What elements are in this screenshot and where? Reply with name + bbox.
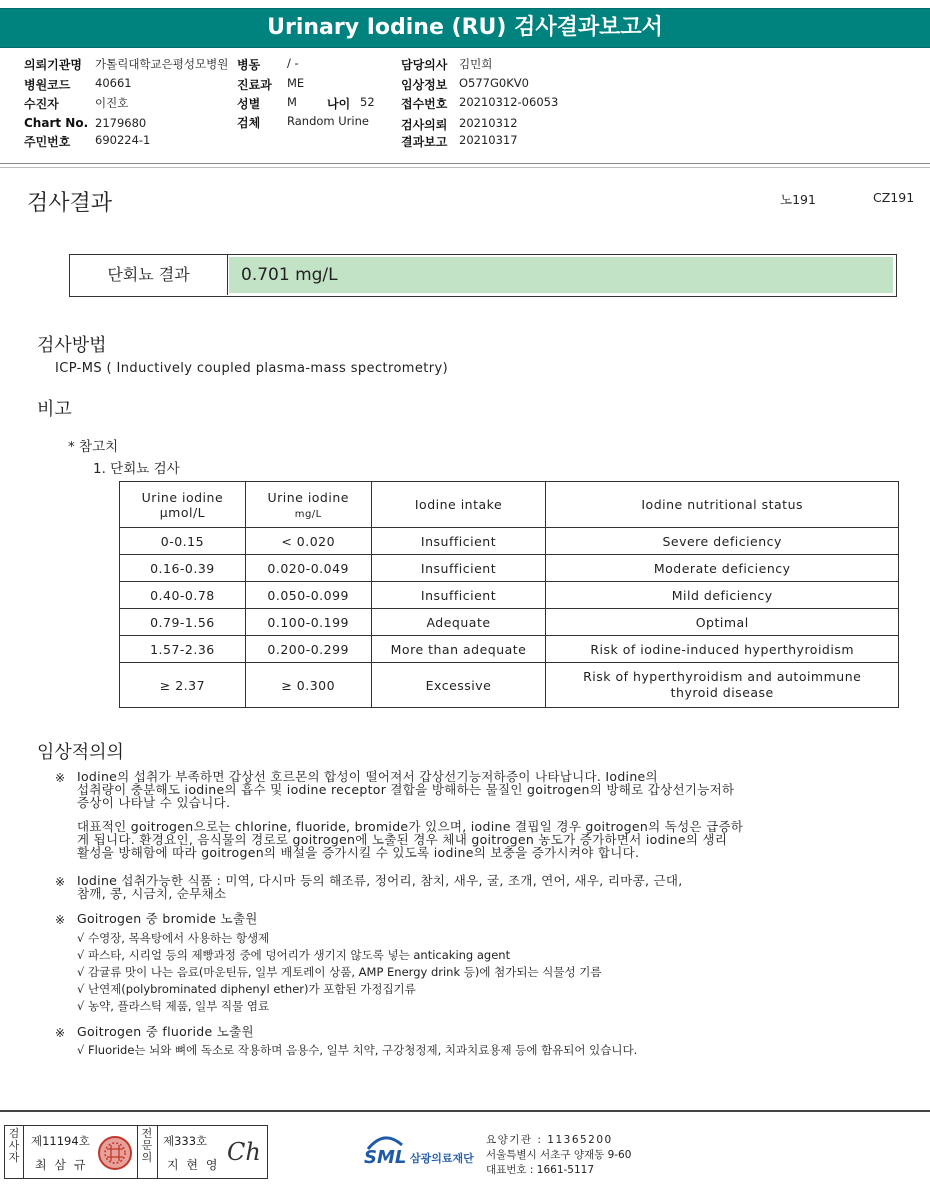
header-value: 52 [360, 95, 375, 109]
list-item: √ 파스타, 시리얼 등의 제빵과정 중에 덩어리가 생기지 않도록 넣는 anticaking agent [77, 948, 511, 962]
header-label: 검사의뢰 [401, 118, 448, 132]
table-cell: 0.200-0.299 [245, 636, 371, 663]
table-header-cell: Urine iodine μmol/L [120, 482, 246, 528]
table-row [120, 636, 899, 663]
header-label: 접수번호 [401, 97, 448, 111]
reference-subtitle: 1. 단회뇨 검사 [93, 461, 180, 477]
header-label: 병동 [237, 58, 261, 72]
result-label: 단회뇨 결과 [70, 255, 228, 295]
header-value: 40661 [95, 76, 132, 90]
specialist-name: 지 현 영 [167, 1158, 220, 1172]
table-header-cell: Iodine intake [371, 482, 546, 528]
table-cell: Adequate [371, 609, 546, 636]
table-cell: Mild deficiency [546, 582, 899, 609]
divider [23, 1126, 24, 1178]
test-code: CZ191 [873, 190, 915, 205]
header-label: 담당의사 [401, 58, 448, 72]
header-label: 병원코드 [24, 78, 71, 92]
note-paragraph: 대표적인 goitrogen으로는 chlorine, fluoride, bromide가 있으며, iodine 결핍일 경우 goitrogen의 독성은 급증하 게 됩니다. 환경요인, 음식물의 경로로 goitrogen에 노출된 경우 체내 goitrogen 농도가 증가하면서 iodine의 생리 활성을 방해함에 따라 goitrogen의 배설을 증가시킬 수 있도록 iodine의 보충을 증가시켜야 합니다. [77, 819, 744, 860]
method-text: ICP-MS ( Inductively coupled plasma-mass spectrometry) [55, 361, 449, 376]
result-box [69, 254, 897, 297]
header-label: 주민번호 [24, 135, 71, 149]
list-item: √ Fluoride는 뇌와 뼈에 독소로 작용하며 음용수, 일부 치약, 구강청정제, 치과치료용제 등에 함유되어 있습니다. [77, 1043, 638, 1057]
specialist-license: 제333호 [163, 1134, 208, 1148]
header-value: M [287, 95, 297, 109]
table-cell: < 0.020 [245, 528, 371, 555]
header-value: 2179680 [95, 116, 147, 130]
header-value: 이진호 [95, 96, 129, 110]
note-title: Goitrogen 중 fluoride 노출원 [77, 1024, 254, 1039]
table-header-row [120, 482, 899, 528]
table-cell: 0.050-0.099 [245, 582, 371, 609]
seal-icon [97, 1135, 133, 1171]
header-value: / - [287, 56, 299, 70]
table-cell: 1.57-2.36 [120, 636, 246, 663]
signature: Ch [227, 1138, 261, 1166]
header-value: ME [287, 76, 305, 90]
result-value: 0.701 mg/L [229, 257, 893, 293]
header-value: 김민희 [459, 57, 493, 71]
bullet-list [77, 930, 907, 1015]
list-item: √ 감귤류 맛이 나는 음료(마운틴듀, 일부 게토레이 상품, AMP Energy drink 등)에 첨가되는 식물성 기름 [77, 965, 602, 979]
note-paragraph: Iodine의 섭취가 부족하면 갑상선 호르몬의 합성이 떨어져서 갑상선기능저하증이 나타납니다. Iodine의 섭취량이 충분해도 iodine의 흡수 및 iodine receptor 결합을 방해하는 물질인 goitrogen의 방해로 갑상선기능저하 증상이 나타날 수 있습니다. [77, 769, 735, 810]
list-item: √ 수영장, 목욕탕에서 사용하는 항생제 [77, 931, 270, 945]
logo-org-name: 삼광의료재단 [410, 1152, 474, 1165]
tester-label: 검사자 [8, 1127, 20, 1164]
specialist-label: 전문의 [141, 1127, 153, 1164]
table-row [120, 663, 899, 708]
table-cell: Excessive [371, 663, 546, 708]
table-cell: Optimal [546, 609, 899, 636]
tester-name: 최 삼 규 [35, 1158, 88, 1172]
header-label: 나이 [327, 97, 351, 111]
header-value: 690224-1 [95, 133, 151, 147]
table-row [120, 555, 899, 582]
table-cell: ≥ 2.37 [120, 663, 246, 708]
org-phone: 대표번호 : 1661-5117 [486, 1164, 595, 1176]
table-cell: Risk of iodine-induced hyperthyroidism [546, 636, 899, 663]
tester-license: 제11194호 [31, 1134, 90, 1148]
header-label: 수진자 [24, 97, 59, 111]
header-label: 성별 [237, 97, 261, 111]
table-header-cell: Urine iodine mg/L [245, 482, 371, 528]
table-cell: Severe deficiency [546, 528, 899, 555]
clinical-heading: 임상적의의 [37, 742, 124, 763]
list-item: √ 난연제(polybrominated diphenyl ether)가 포함된 가정집기류 [77, 982, 416, 996]
header-value: 20210317 [459, 133, 518, 147]
table-cell: 0-0.15 [120, 528, 246, 555]
header-value: Random Urine [287, 114, 369, 128]
table-header-cell: Iodine nutritional status [546, 482, 899, 528]
table-cell: 0.16-0.39 [120, 555, 246, 582]
header-label: 임상정보 [401, 78, 448, 92]
divider [157, 1126, 158, 1178]
table-row [120, 609, 899, 636]
reference-table [119, 481, 899, 708]
header-label: Chart No. [24, 116, 89, 130]
note-title: Goitrogen 중 bromide 노출원 [77, 911, 258, 926]
header-value: 가톨릭대학교은평성모병원 [95, 57, 229, 71]
note-mark: ※ [55, 875, 66, 889]
reference-title: * 참고치 [68, 439, 119, 455]
table-cell: 0.100-0.199 [245, 609, 371, 636]
test-code: 노191 [780, 192, 816, 207]
header-value: 20210312 [459, 116, 518, 130]
header-value: 20210312-06053 [459, 95, 559, 109]
header-label: 결과보고 [401, 135, 448, 149]
signature-box [4, 1125, 268, 1179]
table-row [120, 528, 899, 555]
note-mark: ※ [55, 771, 66, 785]
note-paragraph: Iodine 섭취가능한 식품 : 미역, 다시마 등의 해조류, 정어리, 참치, 새우, 굴, 조개, 연어, 새우, 리마콩, 근대, 참깨, 콩, 시금치, 순무채소 [77, 873, 683, 901]
method-heading: 검사방법 [37, 335, 107, 356]
header-label: 검체 [237, 116, 261, 130]
results-heading: 검사결과 [27, 191, 113, 216]
bullet-list [77, 1042, 907, 1059]
table-cell: Insufficient [371, 528, 546, 555]
table-cell: Insufficient [371, 555, 546, 582]
table-cell: 0.020-0.049 [245, 555, 371, 582]
footer-divider [0, 1110, 930, 1112]
table-cell: 0.40-0.78 [120, 582, 246, 609]
org-address: 서울특별시 서초구 양재동 9-60 [486, 1149, 632, 1161]
header-value: O577G0KV0 [459, 76, 529, 90]
header-label: 의뢰기관명 [24, 58, 82, 72]
table-cell: Insufficient [371, 582, 546, 609]
note-mark: ※ [55, 1026, 66, 1040]
org-info [486, 1133, 631, 1178]
table-cell: Risk of hyperthyroidism and autoimmune thyroid disease [546, 663, 899, 708]
divider [0, 163, 930, 164]
table-row [120, 582, 899, 609]
remarks-heading: 비고 [37, 399, 72, 420]
sml-logo [362, 1133, 482, 1173]
table-cell: ≥ 0.300 [245, 663, 371, 708]
table-cell: More than adequate [371, 636, 546, 663]
table-cell: Moderate deficiency [546, 555, 899, 582]
list-item: √ 농약, 플라스틱 제품, 일부 직물 염료 [77, 999, 270, 1013]
org-code: 요양기관 : 11365200 [486, 1134, 613, 1146]
header-label: 진료과 [237, 78, 272, 92]
divider [0, 167, 930, 168]
note-mark: ※ [55, 913, 66, 927]
table-cell: 0.79-1.56 [120, 609, 246, 636]
report-title: Urinary Iodine (RU) 검사결과보고서 [0, 8, 930, 48]
logo-text: SML [364, 1147, 407, 1168]
